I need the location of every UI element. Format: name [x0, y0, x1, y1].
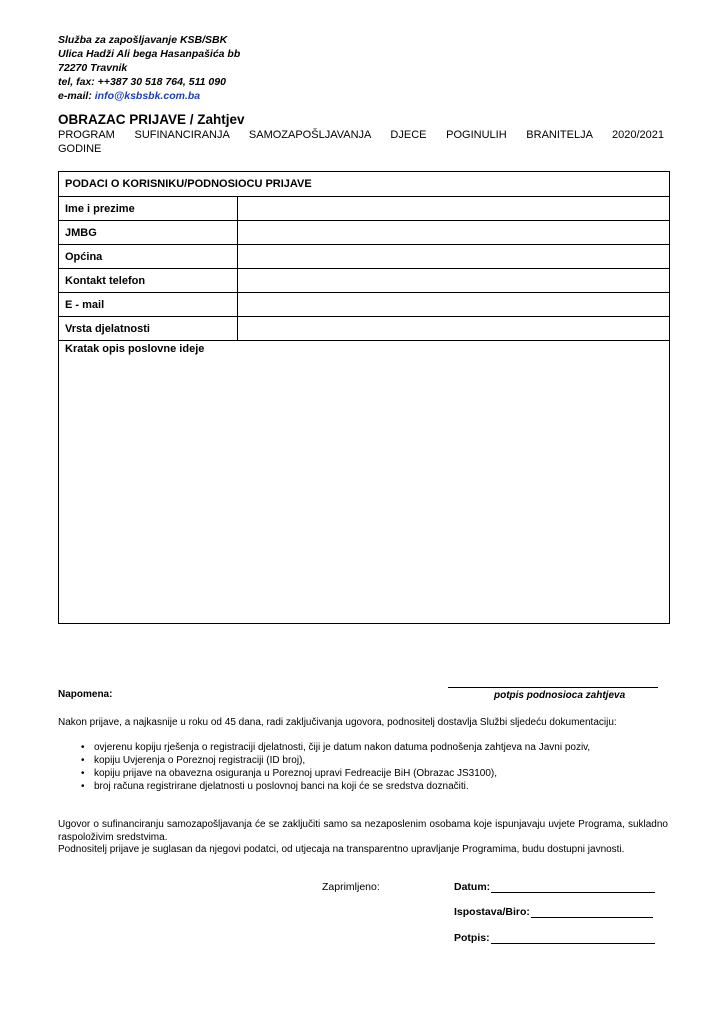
- bullet-icon: •: [81, 742, 85, 753]
- date-label: Datum:: [454, 881, 491, 893]
- table-row: [59, 221, 670, 245]
- activity-label: Vrsta djelatnosti: [59, 317, 238, 341]
- business-idea-field[interactable]: [59, 341, 670, 624]
- list-item: • kopiju prijave na obavezna osiguranja u Poreznoj upravi Fedreacije BiH (Obrazac JS3100),: [81, 768, 497, 779]
- list-item: • ovjerenu kopiju rješenja o registraciji djelatnosti, čiji je datum nakon datuma podnošenja zahtjeva na Javni poziv,: [81, 742, 591, 753]
- table-row: [59, 341, 670, 624]
- form-title: OBRAZAC PRIJAVE / Zahtjev: [58, 112, 245, 127]
- office-signature-row: [454, 932, 655, 944]
- email-field[interactable]: [238, 293, 670, 317]
- email-link[interactable]: info@ksbsbk.com.ba: [94, 90, 201, 102]
- program-title-line1: PROGRAM SUFINANCIRANJA SAMOZAPOŠLJAVANJA DJECE POGINULIH BRANITELJA 2020/2021: [58, 129, 664, 141]
- consent-paragraph: Podnositelj prijave je suglasan da njegovi podatci, od utjecaja na transparentno upravljanje Programima, budu dostupni javnosti.: [58, 844, 625, 855]
- business-idea-label: Kratak opis poslovne ideje: [65, 343, 205, 355]
- date-field[interactable]: [491, 881, 655, 893]
- name-label: Ime i prezime: [59, 197, 238, 221]
- jmbg-field[interactable]: [238, 221, 670, 245]
- applicant-signature-line[interactable]: [448, 687, 658, 688]
- date-row: [454, 881, 655, 893]
- table-row: [59, 245, 670, 269]
- table-row: [59, 293, 670, 317]
- phone-field[interactable]: [238, 269, 670, 293]
- table-heading: PODACI O KORISNIKU/PODNOSIOCU PRIJAVE: [59, 172, 670, 197]
- table-row: [59, 269, 670, 293]
- applicant-data-table: [58, 171, 670, 624]
- contact-block: [58, 33, 240, 103]
- list-item: • broj računa registrirane djelatnosti u poslovnoj banci na koji će se sredstva doznačiti.: [81, 781, 469, 792]
- table-row: [59, 197, 670, 221]
- intro-paragraph: Nakon prijave, a najkasnije u roku od 45 dana, radi zaključivanja ugovora, podnositelj dostavlja Službi sljedeću dokumentaciju:: [58, 717, 617, 728]
- email-field-label: E - mail: [59, 293, 238, 317]
- branch-label: Ispostava/Biro:: [454, 906, 530, 918]
- list-item: • kopiju Uvjerenja o Poreznoj registraciji (ID broj),: [81, 755, 306, 766]
- note-label: Napomena:: [58, 689, 113, 700]
- branch-row: [454, 906, 653, 918]
- branch-field[interactable]: [531, 906, 653, 918]
- municipality-label: Općina: [59, 245, 238, 269]
- org-name: Služba za zapošljavanje KSB/SBK: [58, 34, 228, 46]
- phone-label: Kontakt telefon: [59, 269, 238, 293]
- email-label: e-mail:: [58, 90, 92, 102]
- org-phone: tel, fax: ++387 30 518 764, 511 090: [58, 76, 226, 88]
- office-signature-label: Potpis:: [454, 932, 490, 944]
- bullet-icon: •: [81, 781, 85, 792]
- name-field[interactable]: [238, 197, 670, 221]
- table-row: [59, 317, 670, 341]
- org-city: 72270 Travnik: [58, 62, 128, 74]
- office-signature-field[interactable]: [491, 932, 655, 944]
- contract-paragraph: Ugovor o sufinanciranju samozapošljavanja će se zaključiti samo sa nezaposlenim osobama koje ispunjavaju uvjete Programa, sukladno raspoloživim sredstvima.: [58, 819, 668, 843]
- bullet-icon: •: [81, 755, 85, 766]
- program-title-line2: GODINE: [58, 143, 102, 155]
- bullet-icon: •: [81, 768, 85, 779]
- received-label: Zaprimljeno:: [322, 881, 380, 893]
- jmbg-label: JMBG: [59, 221, 238, 245]
- activity-field[interactable]: [238, 317, 670, 341]
- documents-list: [78, 741, 676, 793]
- municipality-field[interactable]: [238, 245, 670, 269]
- org-email-row: [58, 89, 240, 103]
- applicant-signature-caption: potpis podnosioca zahtjeva: [494, 690, 626, 701]
- org-street: Ulica Hadži Ali bega Hasanpašića bb: [58, 48, 241, 60]
